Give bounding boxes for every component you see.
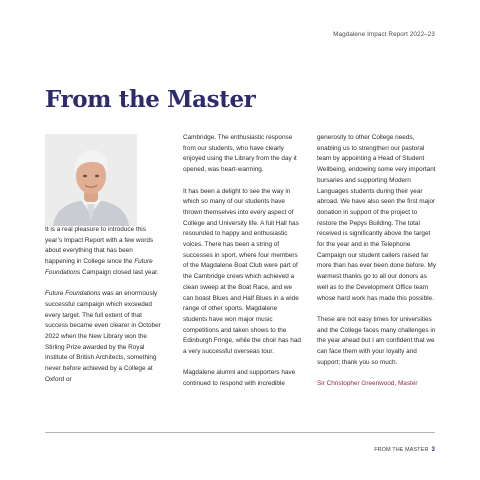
footer-section-label: FROM THE MASTER [374,447,429,453]
running-head: Magdalene Impact Report 2022–23 [333,31,435,38]
page-number: 3 [431,447,435,453]
generosity-paragraph: generosity to other College needs, enabling us to strengthen our pastoral team by appointing a Head of Student Wellbeing, endowing some very important bursaries and supporting Modern Languages students during their year abroad. We have also seen the first major donation in support of the project to restore the Pepys Building. The total received is significantly above the target for the year and in the Telephone Campaign our student callers raised far more than has ever been done before. My warmest thanks go to all our donors as well as to the Development Office team whose hard work has made this possible. [317,134,437,302]
student-life-paragraph: It has been a delight to see the way in which so many of our students have thrown themselves into every aspect of College and University life. A full Hall has resounded to happy and enthusiastic voices. There has been a string of successes in sport, where four members of the Magdalene Boat Club were part of the Cambridge crews which achieved a clean sweep at the Boat Race, and we can boast Blues and Half Blues in a wide range of other sports. Magdalene students have won major music competitions and taken shows to the Edinburgh Fringe, while the choir has had a very successful overseas tour. [183,187,301,356]
page-title: From the Master [45,86,256,113]
footer-divider [45,432,435,433]
text-column-2 [183,133,303,390]
portrait-illustration [45,134,137,226]
text-column-3 [317,133,437,390]
closing-paragraph: These are not easy times for universities and the College faces many challenges in the year ahead but I am confident that we can face them with your loyalty and support; thank you so much. [317,315,436,366]
portrait-photo [45,134,137,226]
library-paragraph: Cambridge. The enthusiastic response from our students, who have clearly enjoyed using the Library from the day it opened, was heart-warming. [183,134,297,174]
footer [374,447,435,453]
campaign-paragraph: Future Foundations was an enormously successful campaign which exceeded every target. The full extent of that success became even clearer in October 2022 when the New Library won the Stirling Prize awarded by the Royal Institute of British Architects, something never before achieved by a College at Oxford or [45,290,161,383]
signature: Sir Christopher Greenwood, Master [317,380,418,388]
intro-paragraph: It is a real pleasure to introduce this year’s Impact Report with a few words about everything that has been happening in College since the Future Foundations Campaign closed last year. [45,226,159,276]
alumni-paragraph: Magdalene alumni and supporters have continued to respond with incredible [183,369,296,388]
text-column-1 [45,225,163,386]
